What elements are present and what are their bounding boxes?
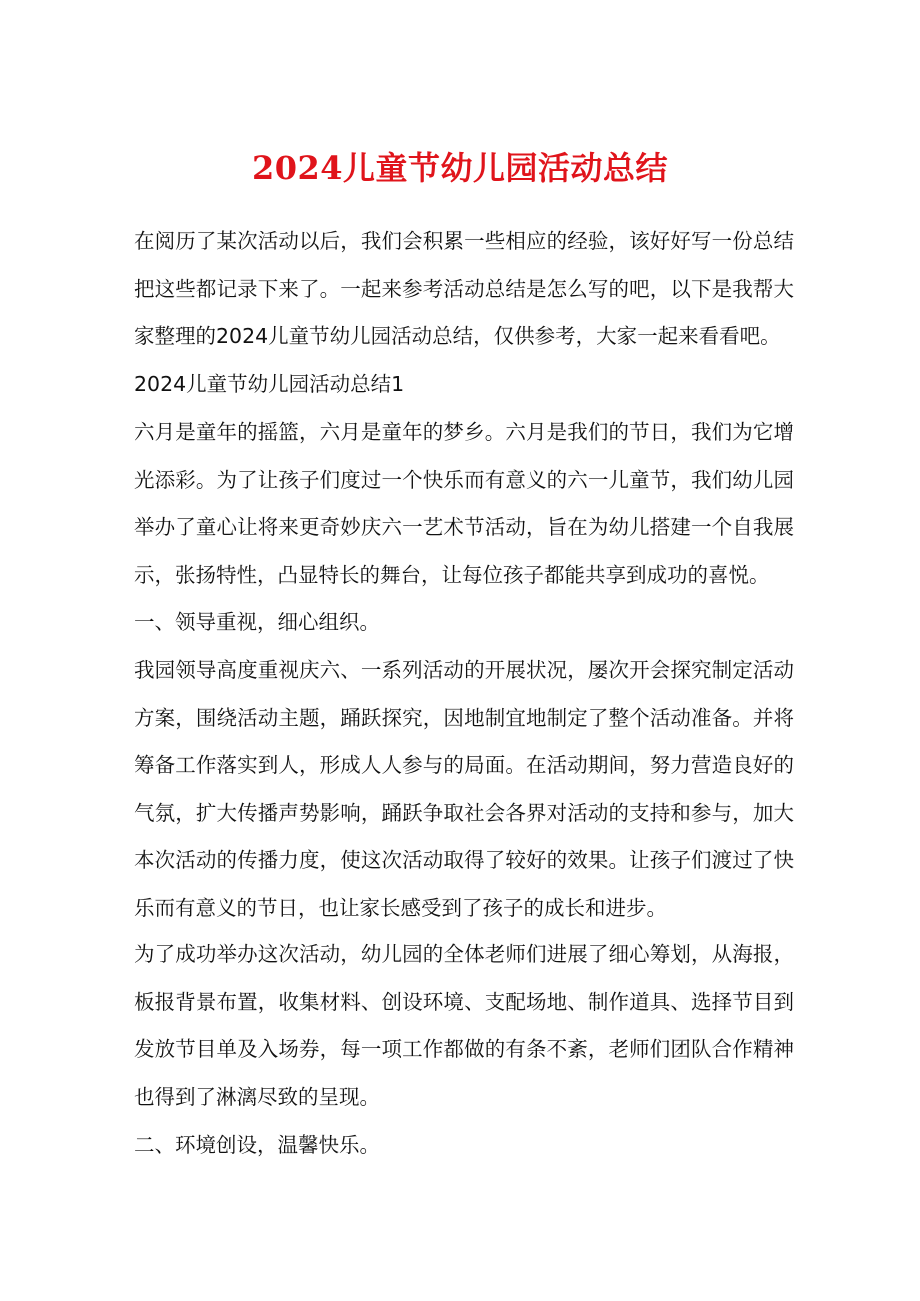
body-paragraph: 六月是童年的摇篮，六月是童年的梦乡。六月是我们的节日，我们为它增光添彩。为了让孩子们度过一个快乐而有意义的六一儿童节，我们幼儿园举办了童心让将来更奇妙庆六一艺术节活动，旨在为幼儿搭建一个自我展示，张扬特性，凸显特长的舞台，让每位孩子都能共享到成功的喜悦。 — [134, 420, 794, 587]
document-title: 2024儿童节幼儿园活动总结 — [251, 149, 669, 187]
subheading-environment: 二、环境创设，温馨快乐。 — [134, 1133, 380, 1157]
body-paragraph: 我园领导高度重视庆六、一系列活动的开展状况，屡次开会探究制定活动方案，围绕活动主题，踊跃探究，因地制宜地制定了整个活动准备。并将筹备工作落实到人，形成人人参与的局面。在活动期间，努力营造良好的气氛，扩大传播声势影响，踊跃争取社会各界对活动的支持和参与，加大本次活动的传播力度，使这次活动取得了较好的效果。让孩子们渡过了快乐而有意义的节日，也让家长感受到了孩子的成长和进步。 — [134, 658, 794, 920]
subheading-leadership: 一、领导重视，细心组织。 — [134, 610, 380, 634]
body-paragraph: 为了成功举办这次活动，幼儿园的全体老师们进展了细心筹划，从海报，板报背景布置，收集材料、创设环境、支配场地、制作道具、选择节目到发放节目单及入场券，每一项工作都做的有条不紊，老师们团队合作精神也得到了淋漓尽致的呈现。 — [134, 942, 794, 1109]
intro-paragraph: 在阅历了某次活动以后，我们会积累一些相应的经验，该好好写一份总结把这些都记录下来了。一起来参考活动总结是怎么写的吧，以下是我帮大家整理的2024儿童节幼儿园活动总结，仅供参考，大家一起来看看吧。 — [134, 229, 794, 348]
section-heading-1: 2024儿童节幼儿园活动总结1 — [134, 372, 405, 396]
